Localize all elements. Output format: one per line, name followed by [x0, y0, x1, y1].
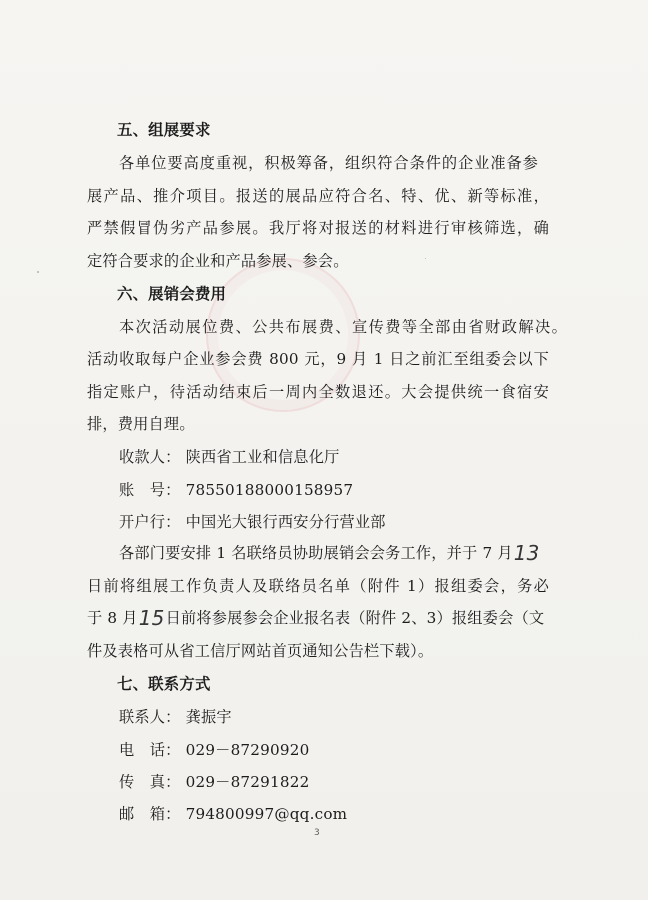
fax-value: 029－87291822: [185, 773, 310, 791]
section-heading-7: 七、联系方式: [117, 675, 211, 693]
payee-row: [119, 447, 339, 467]
paragraph-line: 指定账户，待活动结束后一周内全数退还。大会提供统一食宿安: [87, 383, 549, 401]
paragraph-line: 各单位要高度重视，积极筹备，组织符合条件的企业准备参: [119, 154, 538, 172]
contact-value: 龚振宇: [185, 708, 232, 726]
paragraph-line: 定符合要求的企业和产品参展、参会。: [87, 252, 349, 270]
phone-value: 029－87290920: [185, 741, 310, 759]
page-number: 3: [314, 828, 320, 838]
email-value: 794800997@qq.com: [185, 805, 348, 823]
payee-value: 陕西省工业和信息化厅: [185, 448, 340, 466]
payee-label: 收款人：: [119, 448, 181, 466]
notice-text: 各部门要安排 1 名联络员协助展销会会务工作，并于 7 月: [119, 544, 513, 562]
phone-row: [119, 740, 309, 760]
email-label: 邮 箱：: [119, 805, 181, 823]
paragraph-line: 本次活动展位费、公共布展费、宣传费等全部由省财政解决。: [119, 318, 567, 336]
bank-row: [119, 512, 386, 532]
paragraph-line: 严禁假冒伪劣产品参展。我厅将对报送的材料进行审核筛选，确: [87, 219, 549, 237]
notice-line: 日前将组展工作负责人及联络员名单（附件 1）报组委会，务必: [87, 577, 549, 595]
bank-label: 开户行：: [119, 513, 181, 531]
notice-line: 件及表格可从省工信厅网站首页通知公告栏下载）。: [87, 642, 434, 660]
bank-value: 中国光大银行西安分行营业部: [185, 513, 386, 531]
account-row: [119, 480, 353, 500]
contact-row: [119, 707, 232, 727]
paragraph-line: 排，费用自理。: [87, 415, 195, 433]
scan-speck: [37, 271, 39, 273]
fax-label: 传 真：: [119, 773, 181, 791]
paragraph-line: 展产品、推介项目。报送的展品应符合名、特、优、新等标准，: [87, 187, 549, 205]
handwritten-day-number: 13: [513, 541, 540, 565]
notice-line: [87, 608, 544, 628]
account-value: 78550188000158957: [185, 481, 354, 499]
account-label: 账 号：: [119, 481, 181, 499]
notice-line: [119, 543, 541, 563]
handwritten-day-number: 15: [138, 606, 165, 630]
fax-row: [119, 772, 309, 792]
phone-label: 电 话：: [119, 741, 181, 759]
email-row: [119, 804, 347, 824]
notice-text: 于 8 月: [87, 609, 138, 627]
scan-speck: [425, 258, 426, 259]
section-heading-5: 五、组展要求: [117, 121, 211, 139]
notice-text: 日前将参展参会企业报名表（附件 2、3）报组委会（文: [165, 609, 545, 627]
paragraph-line: 活动收取每户企业参会费 800 元，9 月 1 日之前汇至组委会以下: [87, 350, 549, 368]
section-heading-6: 六、展销会费用: [117, 285, 227, 303]
contact-label: 联系人：: [119, 708, 181, 726]
